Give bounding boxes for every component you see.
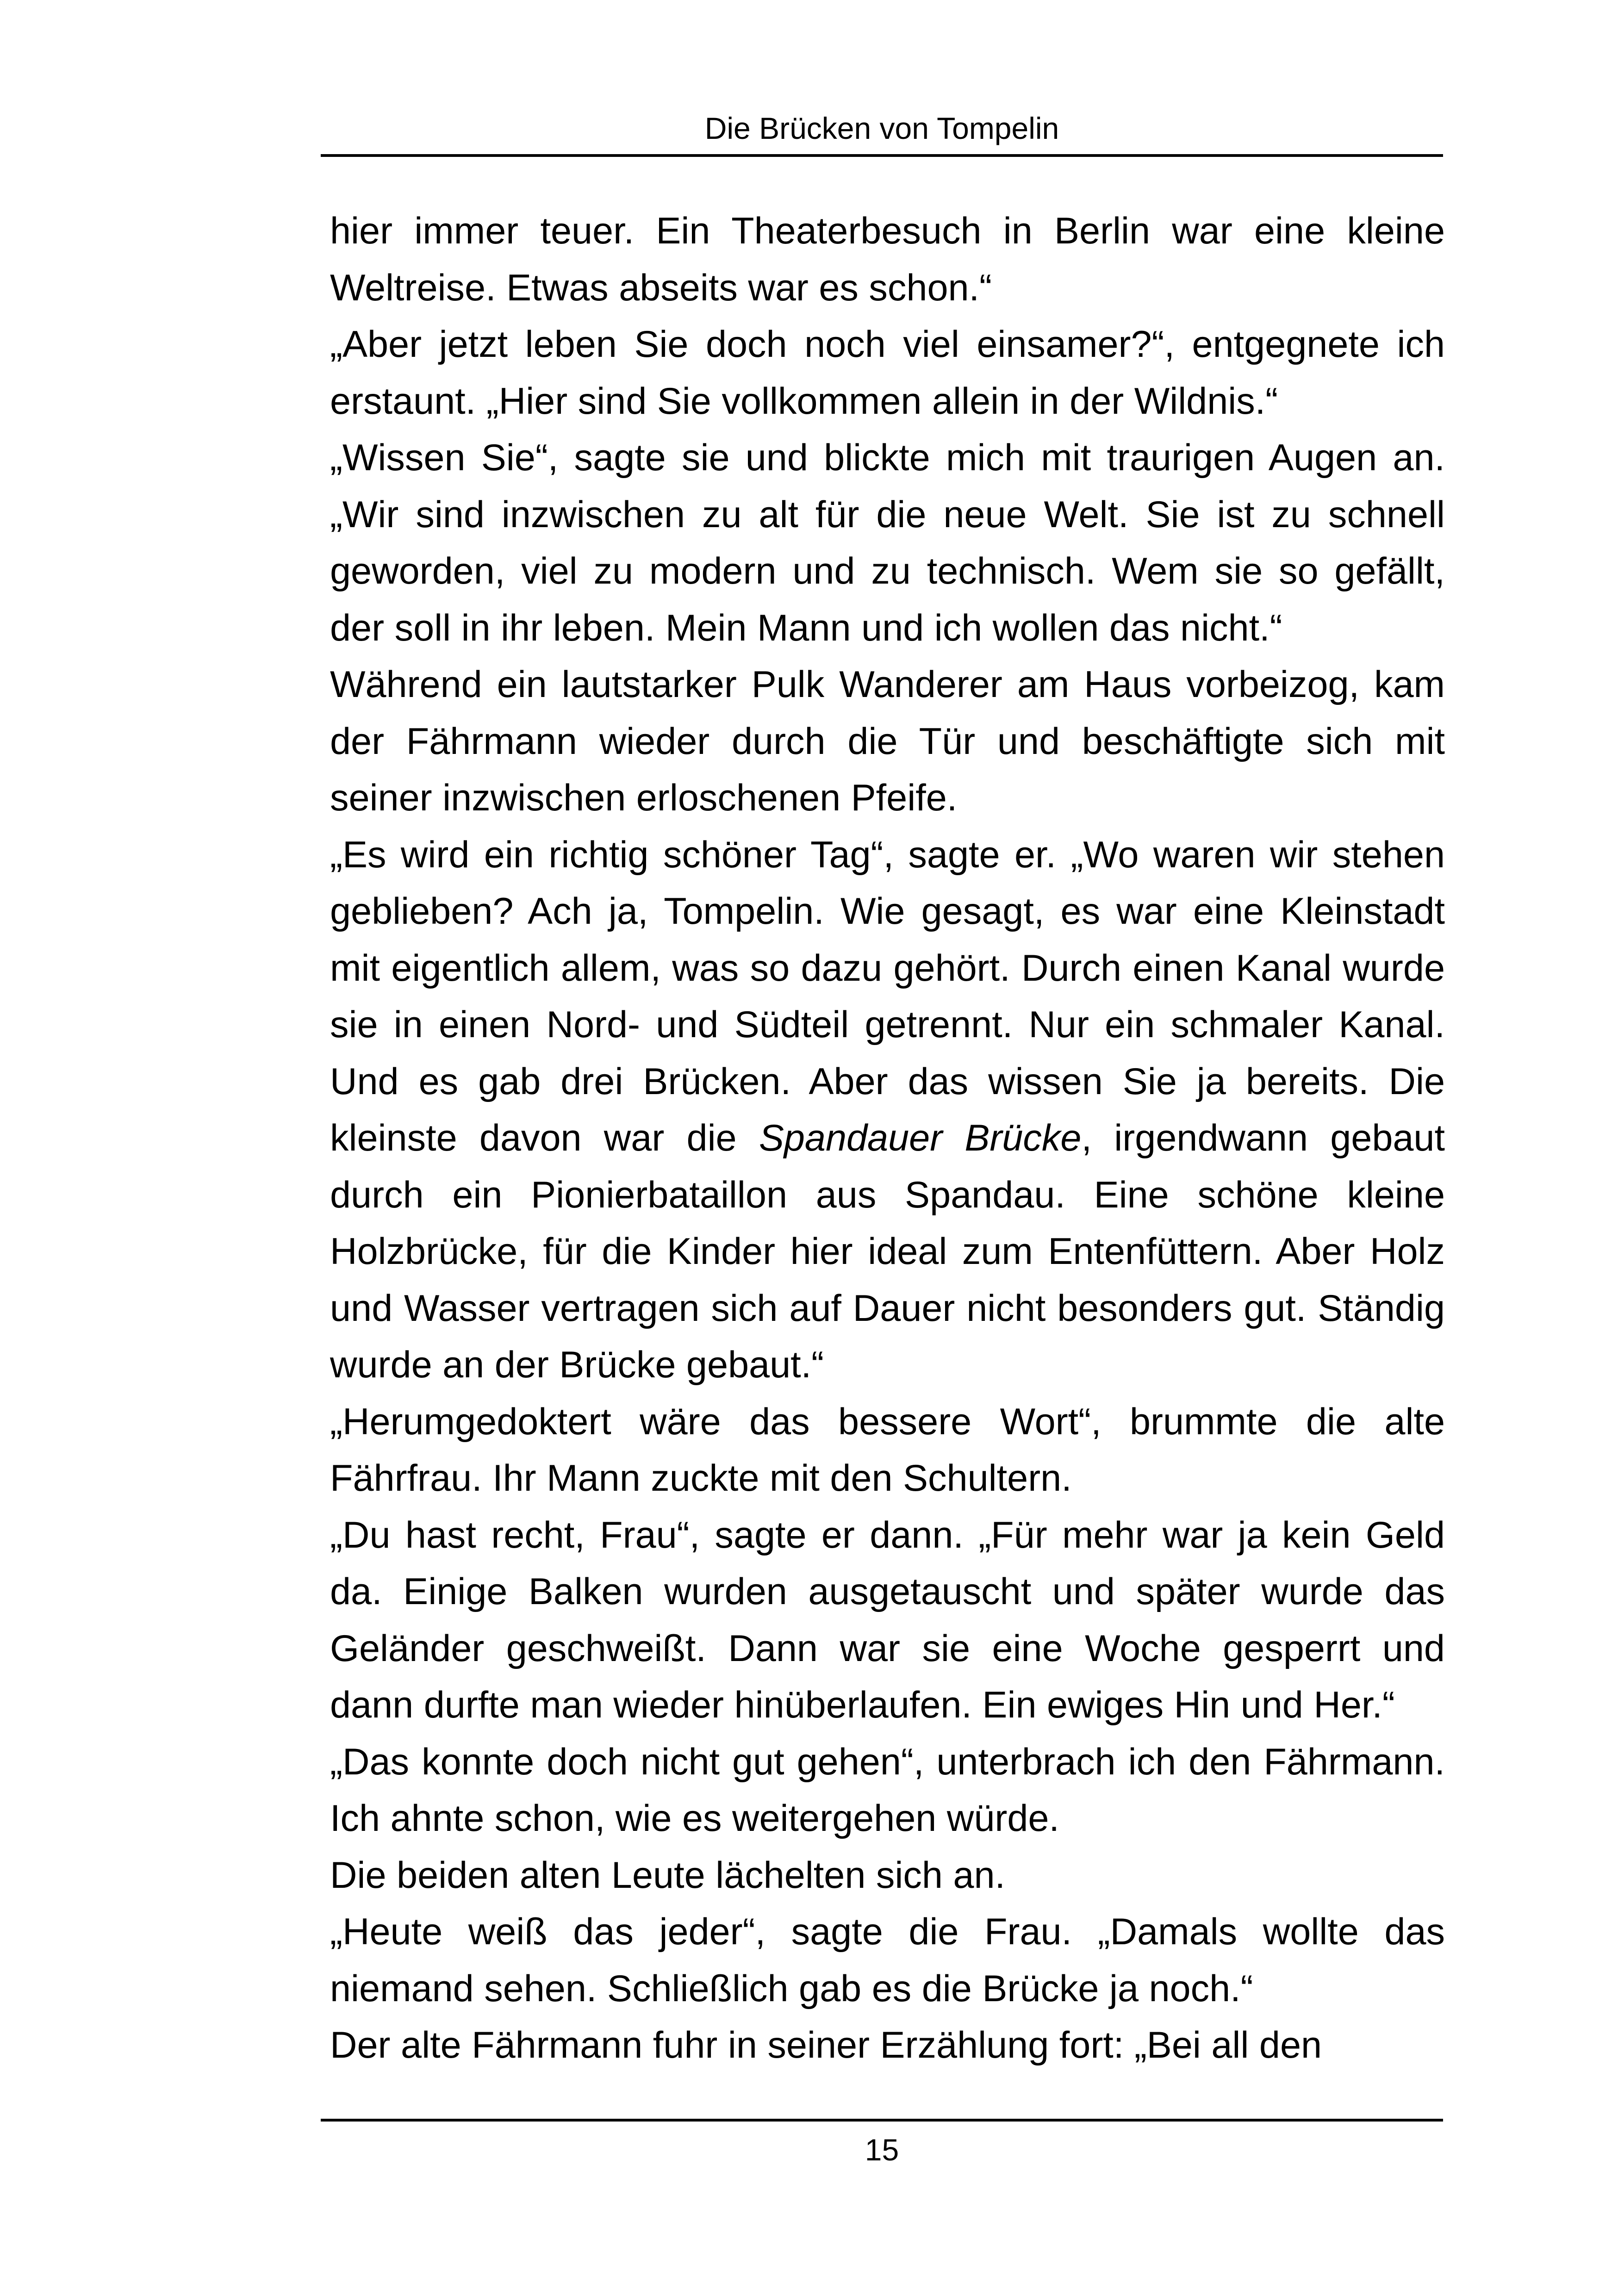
paragraph-11: Der alte Fährmann fuhr in seiner Erzählung fort: „Bei all den <box>330 2024 1322 2066</box>
body-text <box>330 203 1445 2074</box>
paragraph-2: „Aber jetzt leben Sie doch noch viel einsamer?“, entgegnete ich erstaunt. „Hier sind Sie vollkommen allein in der Wildnis.“ <box>330 324 1445 422</box>
paragraph-5 <box>330 827 1445 1394</box>
paragraph-6: „Herumgedoktert wäre das bessere Wort“, brummte die alte Fährfrau. Ihr Mann zuckte mit den Schultern. <box>330 1400 1445 1499</box>
page-number: 15 <box>865 2133 899 2167</box>
paragraph-8: „Das konnte doch nicht gut gehen“, unterbrach ich den Fährmann. Ich ahnte schon, wie es weitergehen würde. <box>330 1741 1445 1839</box>
header-rule <box>321 154 1443 157</box>
footer-rule <box>321 2119 1443 2122</box>
paragraph-4: Während ein lautstarker Pulk Wanderer am Haus vorbeizog, kam der Fährmann wieder durch die Tür und beschäftigte sich mit seiner inzwischen erloschenen Pfeife. <box>330 664 1445 819</box>
paragraph-7: „Du hast recht, Frau“, sagte er dann. „Für mehr war ja kein Geld da. Einige Balken wurden ausgetauscht und später wurde das Geländer geschweißt. Dann war sie eine Woche gesperrt und dann durfte man wieder hinüberlaufen. Ein ewiges Hin und Her.“ <box>330 1514 1445 1726</box>
paragraph-9: Die beiden alten Leute lächelten sich an. <box>330 1854 1006 1896</box>
running-header-title: Die Brücken von Tompelin <box>704 111 1059 145</box>
paragraph-5-text-before: „Es wird ein richtig schöner Tag“, sagte er. „Wo waren wir stehen geblieben? Ach ja, Tompelin. Wie gesagt, es war eine Kleinstadt mit eigentlich allem, was so dazu gehört. Durch einen Kanal wurde sie in einen Nord- und Südteil getrennt. Nur ein schmaler Kanal. Und es gab drei Brücken. Aber das wissen Sie ja bereits. Die kleinste davon war die <box>330 834 1445 1159</box>
paragraph-3: „Wissen Sie“, sagte sie und blickte mich mit traurigen Augen an. „Wir sind inzwischen zu alt für die neue Welt. Sie ist zu schnell geworden, viel zu modern und zu technisch. Wem sie so gefällt, der soll in ihr leben. Mein Mann und ich wollen das nicht.“ <box>330 437 1445 649</box>
paragraph-10: „Heute weiß das jeder“, sagte die Frau. „Damals wollte das niemand sehen. Schließlich gab es die Brücke ja noch.“ <box>330 1911 1445 2010</box>
bridge-name-italic: Spandauer Brücke <box>759 1117 1082 1159</box>
paragraph-5-text-after: , irgendwann gebaut durch ein Pionierbataillon aus Spandau. Eine schöne kleine Holzbrücke, für die Kinder hier ideal zum Entenfüttern. Aber Holz und Wasser vertragen sich auf Dauer nicht besonders gut. Ständig wurde an der Brücke gebaut.“ <box>330 1117 1445 1386</box>
paragraph-1: hier immer teuer. Ein Theaterbesuch in Berlin war eine kleine Weltreise. Etwas abseits war es schon.“ <box>330 210 1445 309</box>
